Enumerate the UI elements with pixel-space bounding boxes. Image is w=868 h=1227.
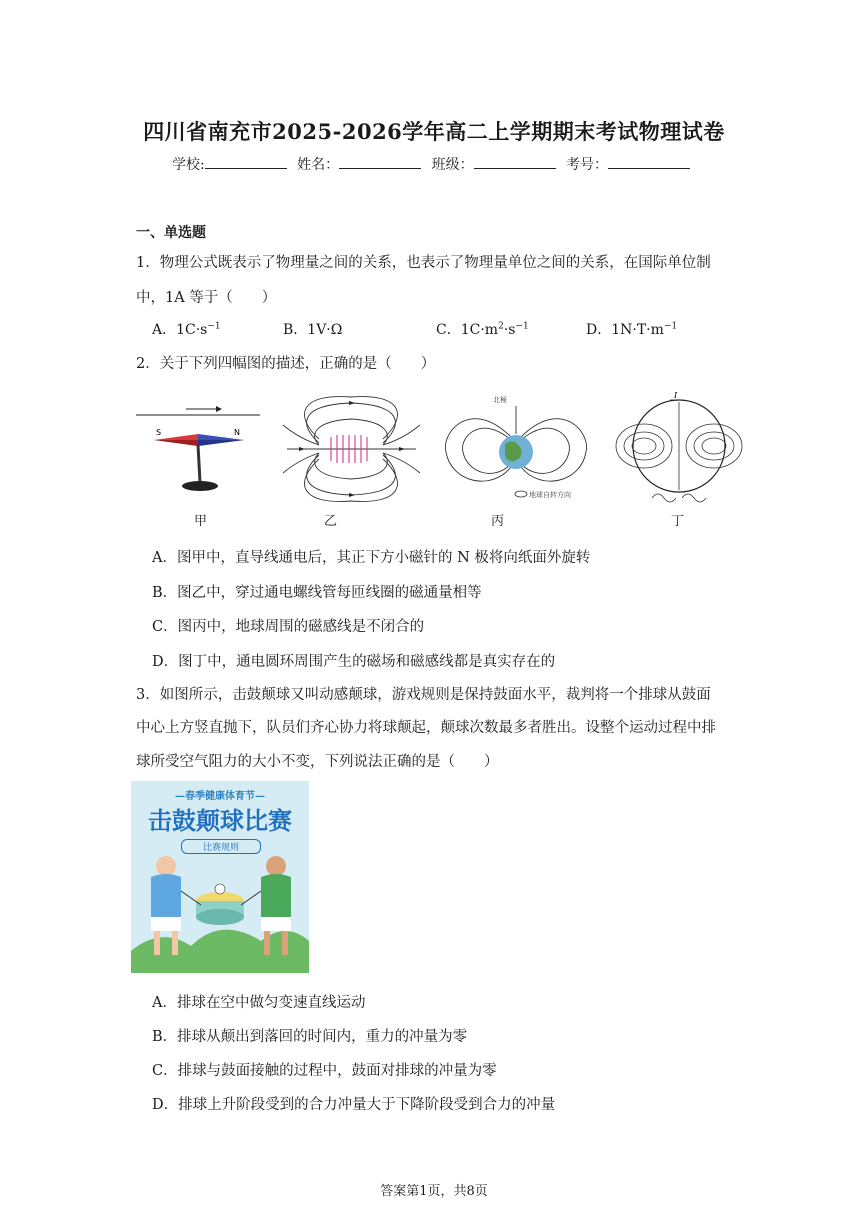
- name-blank: [339, 154, 421, 169]
- figure-yi: [279, 395, 424, 503]
- label-current: I: [674, 391, 678, 400]
- school-blank: [205, 154, 287, 169]
- q2-option-b: B．图乙中，穿过通电螺线管每匝线圈的磁通量相等: [152, 585, 482, 601]
- class-blank: [474, 154, 556, 169]
- q1-option-d-sup: −1: [663, 321, 678, 332]
- q3-stem-line2: 中心上方竖直抛下，队员们齐心协力将球颠起，颠球次数最多者胜出。设整个运动过程中排: [136, 720, 716, 736]
- label-n: N: [234, 428, 240, 437]
- q2-option-a: A．图甲中，直导线通电后，其正下方小磁针的 N 极将向纸面外旋转: [152, 550, 591, 566]
- q1-stem-line1: 1．物理公式既表示了物理量之间的关系，也表示了物理量单位之间的关系，在国际单位制: [136, 255, 711, 271]
- page-title: 四川省南充市2025-2026学年高二上学期期末考试物理试卷: [143, 119, 725, 144]
- class-label: 班级：: [431, 157, 474, 173]
- q3-stem-line3: 球所受空气阻力的大小不变，下列说法正确的是（ ）: [136, 754, 499, 770]
- q1-option-a-sup: −1: [207, 321, 221, 332]
- caption-bing: 丙: [491, 514, 505, 529]
- q1-option-c: [436, 319, 529, 339]
- drum-ball-poster: [131, 781, 309, 973]
- school-label: 学校:: [171, 157, 205, 173]
- q3-option-b: B．排球从颠出到落回的时间内，重力的冲量为零: [152, 1029, 468, 1045]
- name-label: 姓名：: [297, 157, 340, 173]
- q2-option-d: D．图丁中，通电圆环周围产生的磁场和磁感线都是真实存在的: [152, 654, 556, 670]
- section-heading: 一、单选题: [136, 225, 206, 241]
- figure-jia: [134, 398, 264, 498]
- label-geo-north: 北極: [493, 396, 507, 404]
- q1-option-a-text: A．1C·s: [152, 322, 208, 338]
- student-info-row: [0, 154, 868, 174]
- q1-option-a: [152, 319, 221, 339]
- q1-option-c-text: C．1C·m: [436, 322, 499, 338]
- q1-option-c-sup1: 2: [498, 321, 504, 332]
- caption-jia: 甲: [194, 514, 208, 529]
- caption-yi: 乙: [324, 514, 338, 529]
- q1-option-d-text: D．1N·T·m: [586, 322, 664, 338]
- label-rotation: 地球自转方向: [529, 491, 571, 499]
- q1-stem-line2: 中，1A 等于（ ）: [136, 290, 277, 306]
- q3-option-d: D．排球上升阶段受到的合力冲量大于下降阶段受到合力的冲量: [152, 1097, 556, 1113]
- q3-stem-line1: 3．如图所示，击鼓颠球又叫动感颠球，游戏规则是保持鼓面水平，裁判将一个排球从鼓面: [136, 687, 711, 703]
- figure-bing: [441, 392, 591, 507]
- poster-subtitle: 比赛规则: [181, 839, 261, 854]
- caption-ding: 丁: [671, 514, 685, 529]
- q2-stem: 2．关于下列四幅图的描述，正确的是（ ）: [136, 356, 436, 372]
- q3-option-c: C．排球与鼓面接触的过程中，鼓面对排球的冲量为零: [152, 1063, 497, 1079]
- number-label: 考号：: [566, 157, 609, 173]
- number-blank: [608, 154, 690, 169]
- q1-option-d: [586, 319, 677, 339]
- poster-headline: 击鼓颠球比赛: [148, 807, 292, 835]
- page-footer: 答案第1页，共8页: [380, 1184, 488, 1199]
- q2-option-c: C．图丙中，地球周围的磁感线是不闭合的: [152, 619, 425, 635]
- q1-option-b: B．1V·Ω: [283, 322, 343, 338]
- q1-option-c-mid: ·s: [503, 322, 516, 338]
- poster-banner: —春季健康体育节—: [175, 791, 265, 802]
- label-s: S: [156, 428, 162, 437]
- q1-option-c-sup2: −1: [515, 321, 529, 332]
- q3-option-a: A．排球在空中做匀变速直线运动: [152, 995, 366, 1011]
- figure-ding: [612, 388, 747, 508]
